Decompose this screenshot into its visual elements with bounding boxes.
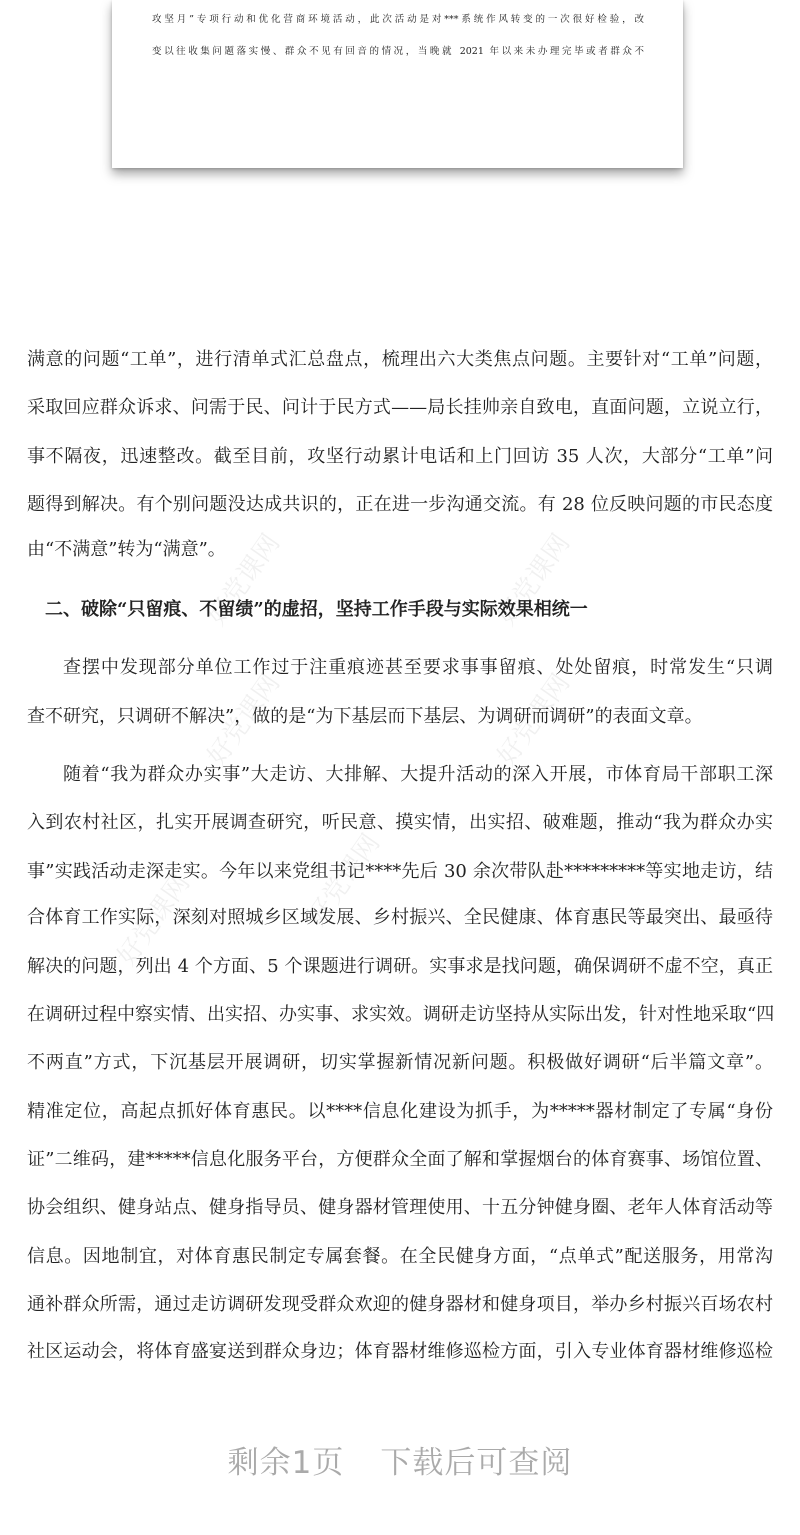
text-line: 查不研究，只调研不解决”，做的是“为下基层而下基层、为调研而调研”的表面文章。 xyxy=(27,706,703,727)
preview-line: 攻坚月”专项行动和优化营商环境活动，此次活动是对***系统作风转变的一次很好检验，改 xyxy=(152,14,644,25)
text-line: 满意的问题“工单”，进行清单式汇总盘点，梳理出六大类焦点问题。主要针对“工单”问题， xyxy=(27,349,773,370)
text-line: 查摆中发现部分单位工作过于注重痕迹甚至要求事事留痕、处处留痕，时常发生“只调 xyxy=(63,657,773,678)
download-prompt[interactable] xyxy=(0,1437,800,1482)
download-to-view-label[interactable]: 下载后可查阅 xyxy=(380,1445,573,1481)
text-line: 事”实践活动走深走实。今年以来党组书记****先后 30 余次带队赴*********等实地走访，结 xyxy=(27,861,773,882)
remaining-pages-label: 剩余1页 xyxy=(227,1445,345,1481)
text-line: 事不隔夜，迅速整改。截至目前，攻坚行动累计电话和上门回访 35 人次，大部分“工单”问 xyxy=(27,446,773,467)
text-line: 信息。因地制宜，对体育惠民制定专属套餐。在全民健身方面，“点单式”配送服务，用常沟 xyxy=(27,1246,773,1267)
watermark: 好党课网 xyxy=(491,668,577,772)
text-line: 采取回应群众诉求、问需于民、问计于民方式——局长挂帅亲自致电，直面问题，立说立行， xyxy=(27,397,773,418)
watermark: 好党课网 xyxy=(111,868,197,972)
text-line: 合体育工作实际，深刻对照城乡区域发展、乡村振兴、全民健康、体育惠民等最突出、最亟待 xyxy=(27,907,773,928)
text-line: 在调研过程中察实情、出实招、办实事、求实效。调研走访坚持从实际出发，针对性地采取“四 xyxy=(27,1004,775,1025)
text-line: 不两直”方式，下沉基层开展调研，切实掌握新情况新问题。积极做好调研“后半篇文章”。 xyxy=(27,1052,773,1073)
text-line: 解决的问题，列出 4 个方面、5 个课题进行调研。实事求是找问题，确保调研不虚不空，真正 xyxy=(27,956,773,977)
text-line: 通补群众所需，通过走访调研发现受群众欢迎的健身器材和健身项目，举办乡村振兴百场农村 xyxy=(27,1294,773,1315)
preview-page-card xyxy=(112,0,683,168)
text-line: 社区运动会，将体育盛宴送到群众身边；体育器材维修巡检方面，引入专业体育器材维修巡检 xyxy=(27,1341,773,1362)
text-line: 证”二维码，建*****信息化服务平台，方便群众全面了解和掌握烟台的体育赛事、场馆位置、 xyxy=(27,1149,773,1170)
watermark: 好党课网 xyxy=(301,828,387,932)
text-line: 入到农村社区，扎实开展调查研究，听民意、摸实情，出实招、破难题，推动“我为群众办实 xyxy=(27,812,773,833)
watermark: 好党课网 xyxy=(201,528,287,632)
text-line: 由“不满意”转为“满意”。 xyxy=(27,539,226,560)
watermark: 好党课网 xyxy=(201,668,287,772)
section-heading: 二、破除“只留痕、不留绩”的虚招，坚持工作手段与实际效果相统一 xyxy=(45,599,588,620)
preview-line: 变以往收集问题落实慢、群众不见有回音的情况，当晚就 2021 年以来未办理完毕或者群众不 xyxy=(152,46,644,57)
text-line: 题得到解决。有个别问题没达成共识的，正在进一步沟通交流。有 28 位反映问题的市民态度 xyxy=(27,494,773,515)
watermark: 好党课网 xyxy=(491,528,577,632)
text-line: 精准定位，高起点抓好体育惠民。以****信息化建设为抓手，为*****器材制定了专属“身份 xyxy=(27,1101,773,1122)
text-line: 随着“我为群众办实事”大走访、大排解、大提升活动的深入开展，市体育局干部职工深 xyxy=(63,764,773,785)
text-line: 协会组织、健身站点、健身指导员、健身器材管理使用、十五分钟健身圈、老年人体育活动等 xyxy=(27,1197,773,1218)
